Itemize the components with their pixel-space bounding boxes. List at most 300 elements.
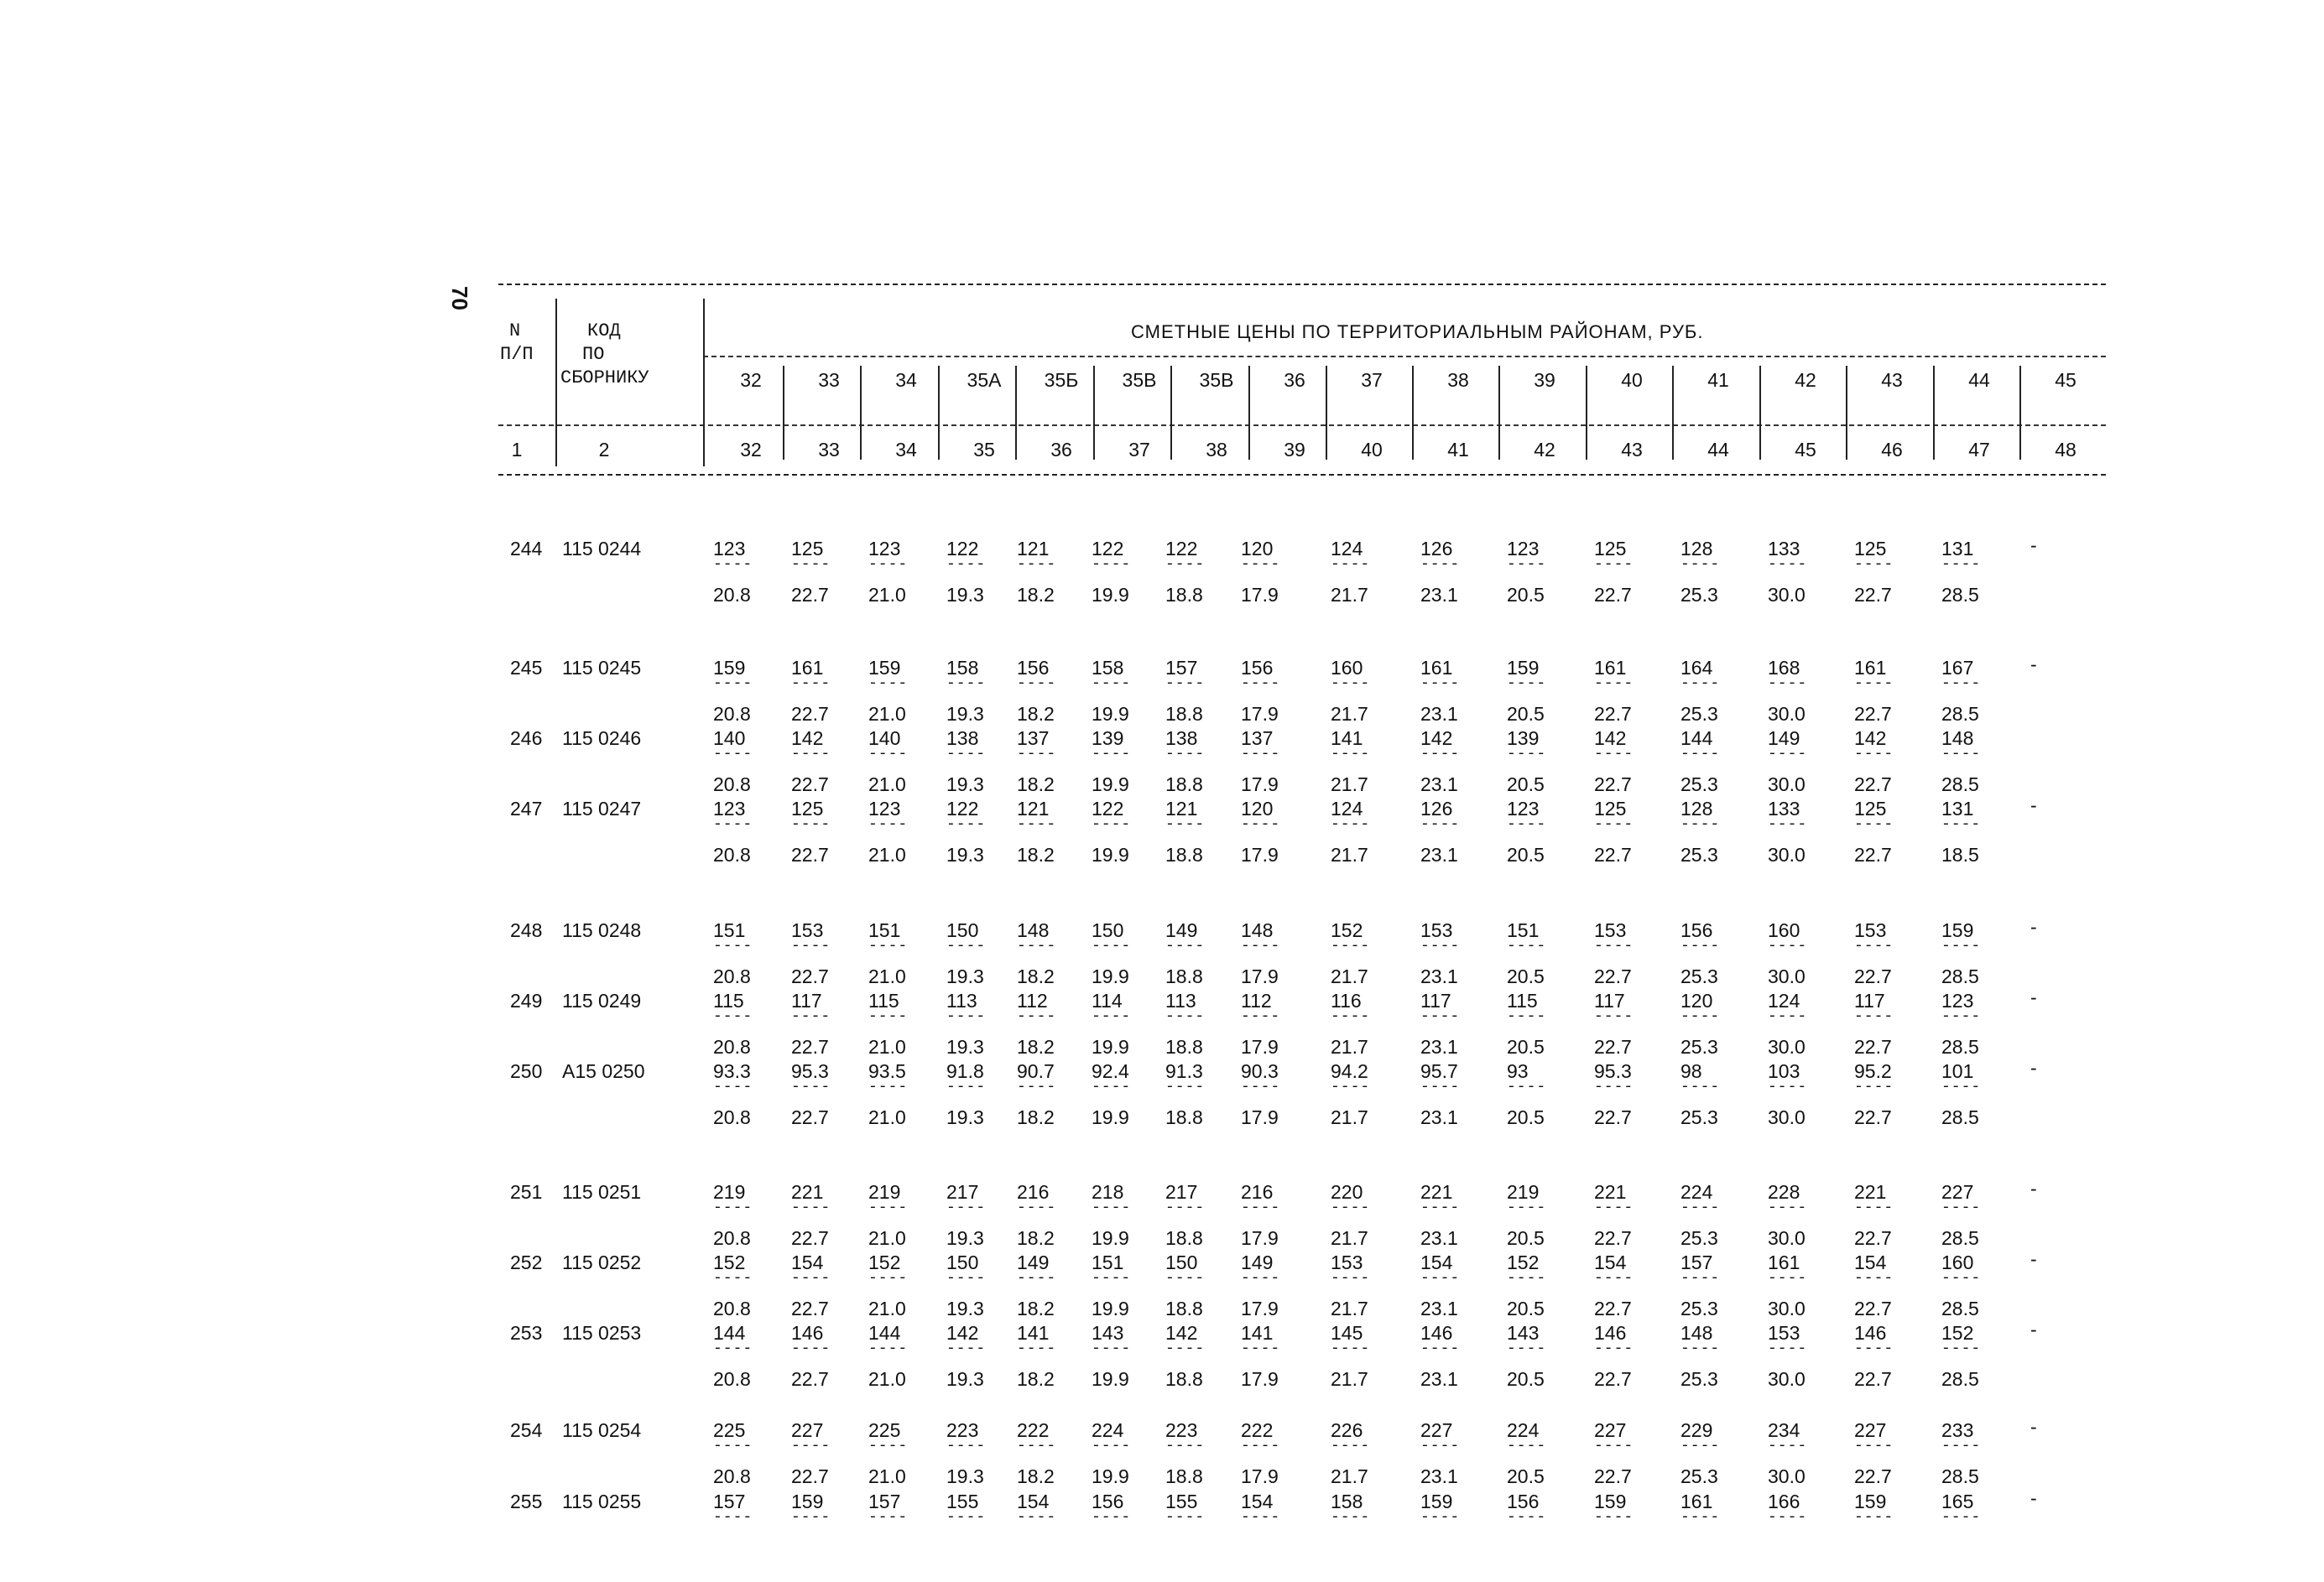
fraction-line: ---- [1331, 746, 1371, 762]
coefficient-value: 23.1 [1420, 1227, 1458, 1249]
coefficient-value: 18.8 [1165, 1465, 1203, 1487]
fraction-line: ---- [1165, 1270, 1206, 1287]
coefficient-value: 18.2 [1017, 773, 1055, 795]
coefficient-value: 21.7 [1331, 1465, 1368, 1487]
coefficient-value: 18.2 [1017, 965, 1055, 987]
fraction-line: ---- [946, 1008, 987, 1025]
price-value: 168 [1768, 657, 1800, 679]
row-code: 115 0254 [562, 1419, 642, 1441]
row-code: 115 0251 [562, 1181, 642, 1203]
price-value: 156 [1241, 657, 1274, 679]
coefficient-value: 23.1 [1420, 1465, 1458, 1487]
coefficient-value: 19.9 [1092, 703, 1129, 725]
fraction-line: ---- [1941, 1509, 1982, 1526]
coefficient-value: 19.3 [946, 965, 984, 987]
price-value: 156 [1680, 919, 1713, 941]
coefficient-value: 25.3 [1680, 1036, 1718, 1058]
price-value: 153 [1594, 919, 1627, 941]
price-value: 146 [791, 1322, 824, 1344]
fraction-line: ---- [868, 1509, 909, 1526]
price-value: 151 [868, 919, 901, 941]
fraction-line: ---- [1594, 1200, 1634, 1216]
row-number: 249 [510, 990, 543, 1012]
fraction-line: ---- [946, 816, 987, 833]
fraction-line: ---- [1420, 675, 1461, 692]
page-number: 70 [446, 286, 472, 310]
fraction-line: ---- [713, 1200, 753, 1216]
price-value: 141 [1241, 1322, 1274, 1344]
row-number: 245 [510, 657, 543, 679]
price-value: 122 [1092, 798, 1124, 820]
fraction-line: ---- [1680, 1270, 1721, 1287]
fraction-line: ---- [946, 1340, 987, 1357]
column-index: 32 [740, 439, 762, 461]
fraction-line: ---- [713, 1509, 753, 1526]
coefficient-value: 20.5 [1507, 1298, 1545, 1319]
coefficient-value: 20.8 [713, 773, 751, 795]
coefficient-value: 20.5 [1507, 703, 1545, 725]
fraction-line: ---- [1594, 556, 1634, 573]
fraction-line: ---- [1507, 675, 1547, 692]
coefficient-value: 28.5 [1941, 1227, 1979, 1249]
coefficient-value: 30.0 [1768, 1298, 1806, 1319]
price-value: 144 [868, 1322, 901, 1344]
fraction-line: ---- [868, 1079, 909, 1095]
coefficient-value: 20.5 [1507, 965, 1545, 987]
fraction-line: ---- [1017, 1340, 1057, 1357]
row-number: 254 [510, 1419, 543, 1441]
price-value: 154 [1017, 1491, 1050, 1512]
price-value: 218 [1092, 1181, 1124, 1203]
price-value: 113 [946, 990, 977, 1012]
column-index: 46 [1881, 439, 1903, 461]
fraction-line: ---- [946, 1270, 987, 1287]
coefficient-value: 23.1 [1420, 1368, 1458, 1390]
coefficient-value: 23.1 [1420, 773, 1458, 795]
coefficient-value: 30.0 [1768, 1036, 1806, 1058]
column-index: 33 [818, 439, 840, 461]
price-value: 157 [1165, 657, 1198, 679]
column-divider [1759, 366, 1761, 460]
coefficient-value: 19.9 [1092, 1036, 1129, 1058]
fraction-line: ---- [1420, 1340, 1461, 1357]
price-value: 224 [1680, 1181, 1713, 1203]
fraction-line: ---- [1768, 1008, 1808, 1025]
fraction-line: ---- [1768, 675, 1808, 692]
col-index-1: 1 [511, 439, 523, 461]
district-header: 44 [1968, 369, 1990, 391]
coefficient-value: 21.0 [868, 584, 906, 606]
fraction-line: ---- [1165, 1340, 1206, 1357]
price-value: 120 [1241, 798, 1274, 820]
coefficient-value: 22.7 [791, 1465, 829, 1487]
price-value: 122 [946, 538, 979, 559]
price-value: 228 [1768, 1181, 1800, 1203]
price-value: 143 [1092, 1322, 1124, 1344]
price-value: 117 [1420, 990, 1451, 1012]
coefficient-value: 22.7 [1594, 1368, 1632, 1390]
column-index: 34 [895, 439, 917, 461]
price-value: 222 [1241, 1419, 1274, 1441]
price-value: 160 [1941, 1252, 1974, 1273]
fraction-line: ---- [1331, 938, 1371, 955]
fraction-line: ---- [791, 1270, 831, 1287]
coefficient-value: 17.9 [1241, 965, 1279, 987]
coefficient-value: 21.0 [868, 1036, 906, 1058]
fraction-line: ---- [1017, 938, 1057, 955]
fraction-line: ---- [1420, 816, 1461, 833]
coefficient-value: 28.5 [1941, 1298, 1979, 1319]
coefficient-value: 20.8 [713, 1298, 751, 1319]
price-value: 158 [1092, 657, 1124, 679]
price-value: 233 [1941, 1419, 1974, 1441]
fraction-line: ---- [946, 556, 987, 573]
fraction-line: ---- [1241, 746, 1281, 762]
price-value: 149 [1768, 727, 1800, 749]
price-value: 216 [1017, 1181, 1050, 1203]
coefficient-value: 19.9 [1092, 965, 1129, 987]
fraction-line: ---- [791, 1340, 831, 1357]
fraction-line: ---- [1092, 1270, 1132, 1287]
price-value: 161 [1768, 1252, 1800, 1273]
price-value: 141 [1017, 1322, 1050, 1344]
coefficient-value: 20.8 [713, 1465, 751, 1487]
fraction-line: ---- [1941, 1340, 1982, 1357]
price-value: 223 [1165, 1419, 1198, 1441]
price-value: 146 [1594, 1322, 1627, 1344]
price-value: 93.3 [713, 1060, 751, 1082]
fraction-line: ---- [1594, 746, 1634, 762]
coefficient-value: 28.5 [1941, 1036, 1979, 1058]
coefficient-value: 17.9 [1241, 1036, 1279, 1058]
column-index: 47 [1968, 439, 1990, 461]
coefficient-value: 28.5 [1941, 1106, 1979, 1128]
table-title: СМЕТНЫЕ ЦЕНЫ ПО ТЕРРИТОРИАЛЬНЫМ РАЙОНАМ, РУБ. [1131, 321, 1704, 342]
header-mid-rule [498, 424, 2106, 426]
fraction-line: ---- [1941, 1079, 1982, 1095]
fraction-line: ---- [946, 746, 987, 762]
coefficient-value: 22.7 [1594, 773, 1632, 795]
price-value: 125 [1594, 538, 1627, 559]
coefficient-value: 25.3 [1680, 1106, 1718, 1128]
fraction-line: ---- [1420, 556, 1461, 573]
fraction-line: ---- [1331, 1438, 1371, 1455]
coefficient-value: 18.8 [1165, 1298, 1203, 1319]
fraction-line: ---- [1420, 746, 1461, 762]
fraction-line: ---- [1941, 938, 1982, 955]
coefficient-value: 22.7 [1594, 965, 1632, 987]
row-number: 248 [510, 919, 543, 941]
fraction-line: ---- [1241, 556, 1281, 573]
row-code: 115 0253 [562, 1322, 642, 1344]
price-value: 93 [1507, 1060, 1529, 1082]
price-value: 123 [713, 798, 746, 820]
price-value: 138 [1165, 727, 1198, 749]
price-value: 95.3 [791, 1060, 829, 1082]
row-code: 115 0249 [562, 990, 642, 1012]
district-header: 45 [2055, 369, 2076, 391]
price-value: 150 [946, 919, 979, 941]
coefficient-value: 21.7 [1331, 965, 1368, 987]
row-code: 115 0245 [562, 657, 642, 679]
price-value: 143 [1507, 1322, 1540, 1344]
last-column-value: - [2030, 1248, 2037, 1270]
fraction-line: ---- [1241, 816, 1281, 833]
header-divider-code [703, 299, 705, 466]
coefficient-value: 19.9 [1092, 773, 1129, 795]
fraction-line: ---- [1092, 1340, 1132, 1357]
fraction-line: ---- [1594, 1340, 1634, 1357]
fraction-line: ---- [1017, 1200, 1057, 1216]
coefficient-value: 20.8 [713, 1036, 751, 1058]
fraction-line: ---- [1854, 1270, 1894, 1287]
fraction-line: ---- [713, 1270, 753, 1287]
fraction-line: ---- [1594, 816, 1634, 833]
price-value: 122 [1165, 538, 1198, 559]
fraction-line: ---- [946, 1079, 987, 1095]
coefficient-value: 22.7 [1594, 584, 1632, 606]
coefficient-value: 19.3 [946, 773, 984, 795]
last-column-value: - [2030, 1319, 2037, 1340]
coefficient-value: 19.3 [946, 1227, 984, 1249]
price-value: 217 [946, 1181, 979, 1203]
col-num-label-1: N [509, 320, 521, 341]
coefficient-value: 21.7 [1331, 1036, 1368, 1058]
column-index: 44 [1707, 439, 1729, 461]
coefficient-value: 18.5 [1941, 844, 1979, 866]
coefficient-value: 30.0 [1768, 1368, 1806, 1390]
column-index: 40 [1361, 439, 1383, 461]
col-code-label-1: КОД [587, 320, 621, 341]
fraction-line: ---- [1768, 938, 1808, 955]
fraction-line: ---- [1017, 746, 1057, 762]
last-column-value: - [2030, 1416, 2037, 1438]
price-value: 93.5 [868, 1060, 906, 1082]
fraction-line: ---- [868, 938, 909, 955]
price-value: 146 [1854, 1322, 1887, 1344]
price-value: 152 [713, 1252, 746, 1273]
price-value: 149 [1241, 1252, 1274, 1273]
price-value: 167 [1941, 657, 1974, 679]
fraction-line: ---- [946, 1200, 987, 1216]
price-value: 148 [1680, 1322, 1713, 1344]
fraction-line: ---- [1941, 556, 1982, 573]
price-value: 123 [1507, 538, 1540, 559]
coefficient-value: 22.7 [791, 1227, 829, 1249]
coefficient-value: 20.5 [1507, 1106, 1545, 1128]
fraction-line: ---- [1017, 1008, 1057, 1025]
fraction-line: ---- [868, 1438, 909, 1455]
fraction-line: ---- [1507, 1509, 1547, 1526]
fraction-line: ---- [1165, 1509, 1206, 1526]
price-value: 131 [1941, 798, 1974, 820]
coefficient-value: 21.0 [868, 965, 906, 987]
column-index: 39 [1284, 439, 1305, 461]
price-value: 152 [1331, 919, 1363, 941]
fraction-line: ---- [1854, 1340, 1894, 1357]
price-value: 149 [1017, 1252, 1050, 1273]
fraction-line: ---- [791, 746, 831, 762]
coefficient-value: 23.1 [1420, 844, 1458, 866]
coefficient-value: 22.7 [791, 773, 829, 795]
fraction-line: ---- [1768, 816, 1808, 833]
price-value: 142 [1854, 727, 1887, 749]
price-value: 128 [1680, 798, 1713, 820]
price-value: 92.4 [1092, 1060, 1129, 1082]
fraction-line: ---- [1768, 1079, 1808, 1095]
coefficient-value: 22.7 [1594, 1298, 1632, 1319]
district-header: 34 [895, 369, 917, 391]
price-value: 113 [1165, 990, 1196, 1012]
coefficient-value: 30.0 [1768, 965, 1806, 987]
coefficient-value: 22.7 [1594, 1227, 1632, 1249]
price-value: 101 [1941, 1060, 1974, 1082]
fraction-line: ---- [1420, 1079, 1461, 1095]
price-value: 153 [1768, 1322, 1800, 1344]
price-value: 234 [1768, 1419, 1800, 1441]
column-index: 45 [1795, 439, 1816, 461]
fraction-line: ---- [1092, 938, 1132, 955]
price-value: 161 [1594, 657, 1627, 679]
fraction-line: ---- [1331, 1270, 1371, 1287]
price-value: 159 [1507, 657, 1540, 679]
coefficient-value: 22.7 [791, 584, 829, 606]
coefficient-value: 30.0 [1768, 773, 1806, 795]
fraction-line: ---- [1941, 1200, 1982, 1216]
price-value: 133 [1768, 798, 1800, 820]
fraction-line: ---- [713, 1438, 753, 1455]
price-value: 227 [1420, 1419, 1453, 1441]
coefficient-value: 19.3 [946, 1036, 984, 1058]
price-value: 158 [946, 657, 979, 679]
fraction-line: ---- [1420, 1200, 1461, 1216]
price-value: 148 [1941, 727, 1974, 749]
price-value: 153 [1331, 1252, 1363, 1273]
fraction-line: ---- [1165, 1079, 1206, 1095]
coefficient-value: 18.2 [1017, 1465, 1055, 1487]
coefficient-value: 20.5 [1507, 844, 1545, 866]
fraction-line: ---- [1768, 1200, 1808, 1216]
coefficient-value: 20.5 [1507, 1227, 1545, 1249]
coefficient-value: 22.7 [1594, 1106, 1632, 1128]
fraction-line: ---- [713, 1340, 753, 1357]
price-value: 124 [1331, 538, 1363, 559]
price-value: 152 [1507, 1252, 1540, 1273]
price-value: 221 [1594, 1181, 1627, 1203]
coefficient-value: 18.2 [1017, 1227, 1055, 1249]
coefficient-value: 18.2 [1017, 844, 1055, 866]
coefficient-value: 25.3 [1680, 1298, 1718, 1319]
price-value: 151 [713, 919, 746, 941]
fraction-line: ---- [1165, 938, 1206, 955]
row-number: 255 [510, 1491, 543, 1512]
fraction-line: ---- [1854, 675, 1894, 692]
price-value: 138 [946, 727, 979, 749]
row-code: 115 0246 [562, 727, 642, 749]
fraction-line: ---- [1241, 1270, 1281, 1287]
coefficient-value: 23.1 [1420, 1106, 1458, 1128]
fraction-line: ---- [1854, 1008, 1894, 1025]
fraction-line: ---- [713, 746, 753, 762]
price-value: 229 [1680, 1419, 1713, 1441]
price-value: 221 [1420, 1181, 1453, 1203]
coefficient-value: 18.2 [1017, 1036, 1055, 1058]
fraction-line: ---- [1017, 1079, 1057, 1095]
price-value: 221 [791, 1181, 824, 1203]
price-value: 220 [1331, 1181, 1363, 1203]
row-code: 115 0244 [562, 538, 642, 559]
fraction-line: ---- [791, 1200, 831, 1216]
coefficient-value: 21.7 [1331, 1106, 1368, 1128]
coefficient-value: 21.7 [1331, 773, 1368, 795]
price-value: 115 [1507, 990, 1538, 1012]
coefficient-value: 25.3 [1680, 844, 1718, 866]
fraction-line: ---- [868, 1200, 909, 1216]
coefficient-value: 18.8 [1165, 844, 1203, 866]
price-value: 155 [946, 1491, 979, 1512]
price-value: 227 [1941, 1181, 1974, 1203]
coefficient-value: 22.7 [1854, 703, 1892, 725]
fraction-line: ---- [1680, 938, 1721, 955]
fraction-line: ---- [1594, 1270, 1634, 1287]
last-column-value: - [2030, 1487, 2037, 1509]
price-value: 124 [1768, 990, 1800, 1012]
row-number: 251 [510, 1181, 543, 1203]
fraction-line: ---- [946, 675, 987, 692]
price-value: 117 [1854, 990, 1885, 1012]
coefficient-value: 22.7 [1594, 703, 1632, 725]
fraction-line: ---- [1854, 556, 1894, 573]
fraction-line: ---- [1331, 675, 1371, 692]
row-code: 115 0248 [562, 919, 642, 941]
fraction-line: ---- [791, 938, 831, 955]
district-header: 35В [1199, 369, 1234, 391]
fraction-line: ---- [1017, 1509, 1057, 1526]
coefficient-value: 18.8 [1165, 703, 1203, 725]
district-header: 37 [1361, 369, 1383, 391]
fraction-line: ---- [1594, 675, 1634, 692]
coefficient-value: 19.9 [1092, 584, 1129, 606]
fraction-line: ---- [1092, 1200, 1132, 1216]
fraction-line: ---- [1420, 1438, 1461, 1455]
col-code-label-3: СБОРНИКУ [560, 367, 649, 388]
fraction-line: ---- [1420, 1509, 1461, 1526]
price-value: 122 [1092, 538, 1124, 559]
price-value: 156 [1092, 1491, 1124, 1512]
row-number: 244 [510, 538, 543, 559]
price-value: 140 [713, 727, 746, 749]
fraction-line: ---- [1331, 1079, 1371, 1095]
price-value: 121 [1017, 798, 1050, 820]
coefficient-value: 30.0 [1768, 1227, 1806, 1249]
price-value: 90.7 [1017, 1060, 1055, 1082]
coefficient-value: 18.8 [1165, 1227, 1203, 1249]
column-index: 42 [1534, 439, 1555, 461]
coefficient-value: 20.5 [1507, 1465, 1545, 1487]
price-value: 123 [1941, 990, 1974, 1012]
coefficient-value: 20.8 [713, 844, 751, 866]
price-value: 156 [1017, 657, 1050, 679]
price-value: 154 [1241, 1491, 1274, 1512]
coefficient-value: 19.3 [946, 584, 984, 606]
price-value: 95.7 [1420, 1060, 1458, 1082]
price-value: 112 [1241, 990, 1272, 1012]
row-code: 115 0247 [562, 798, 642, 820]
fraction-line: ---- [791, 816, 831, 833]
coefficient-value: 18.8 [1165, 1368, 1203, 1390]
col-code-label-2: ПО [582, 344, 605, 365]
price-value: 139 [1092, 727, 1124, 749]
